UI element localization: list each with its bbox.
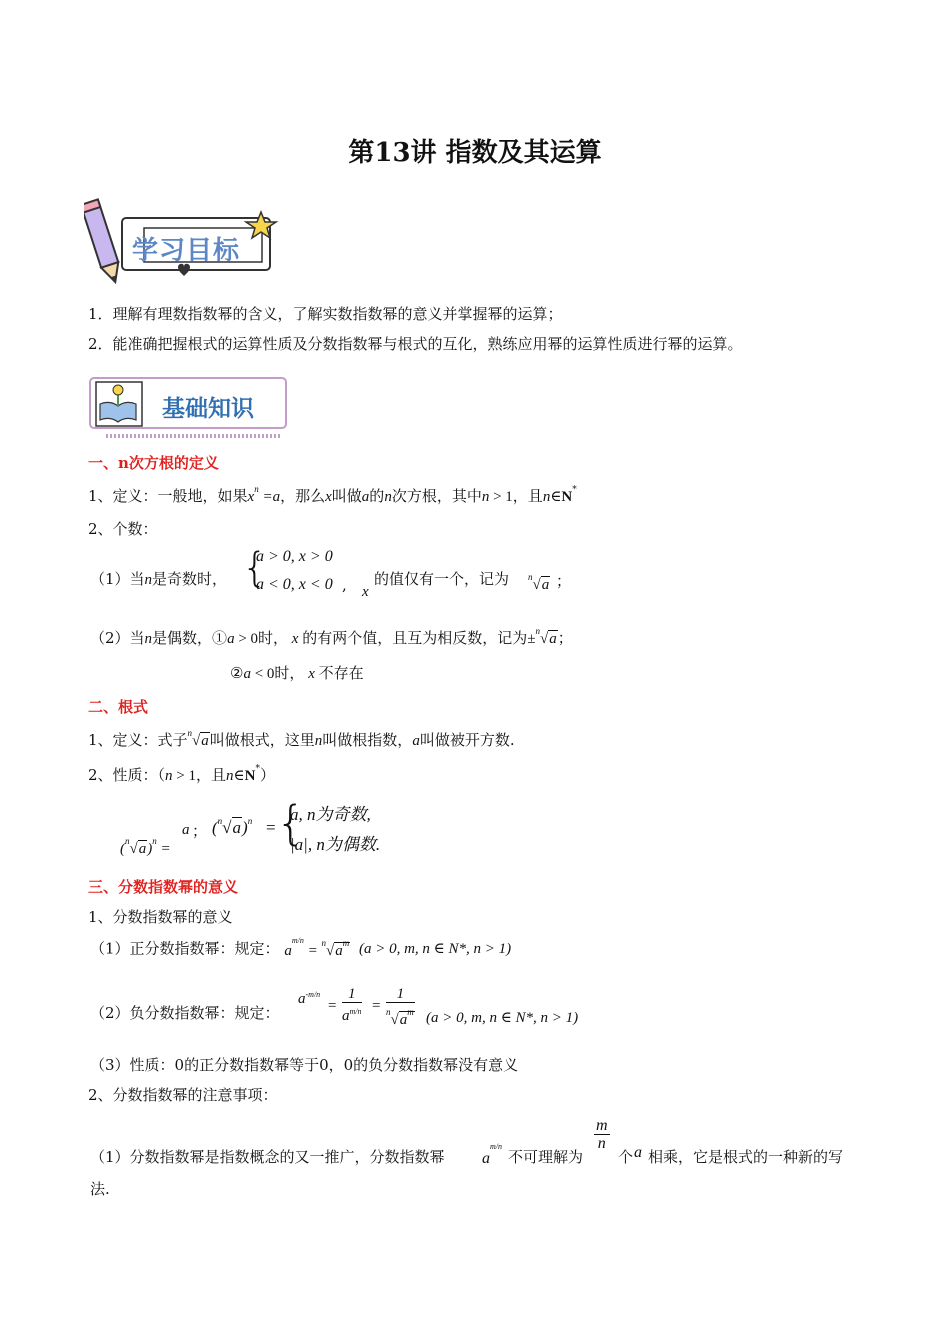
sec3-positive-exponent: （1）正分数指数幂：规定： $a^{m/n} = ^n√a^m$ (a > 0, m, n ∈ N*, n > 1) [90, 936, 512, 959]
sec3-property: （3）性质：0的正分数指数幂等于0，0的负分数指数幂没有意义 [90, 1056, 519, 1074]
sec3-note-end: 法. [90, 1180, 110, 1198]
sec1-count: 2、个数： [88, 520, 158, 538]
goal-item-2: 2．能准确把握根式的运算性质及分数指数幂与根式的互化，熟练应用幂的运算性质进行幂的运算。 [88, 335, 743, 353]
page-title: 第13讲 指数及其运算 [348, 138, 602, 168]
basic-knowledge-badge [86, 374, 290, 442]
section-3-heading: 三、分数指数幂的意义 [88, 878, 239, 896]
sec2-formulas: $(^n√a)^n$ = a ； $(^n√a)^n$ = { a, n为奇数, |a|, n为偶数. [120, 796, 381, 857]
learning-goals-badge [84, 198, 280, 290]
sec2-property: 2、性质：（n > 1，且n∈N*） [88, 764, 275, 784]
sec3-subheading-1: 1、分数指数幂的意义 [88, 908, 233, 926]
sec3-subheading-2: 2、分数指数幂的注意事项： [88, 1086, 278, 1104]
section-2-heading: 二、根式 [88, 698, 149, 716]
section-1-heading: 一、n次方根的定义 [88, 454, 219, 472]
sec1-even-case-2: ②a < 0时， x 不存在 [230, 664, 364, 682]
goal-item-1: 1．理解有理数指数幂的含义，了解实数指数幂的意义并掌握幂的运算； [88, 305, 563, 323]
sec1-even-case: （2）当n是偶数，①a > 0时， x 的有两个值，且互为相反数，记为±$^n$√a； [90, 626, 573, 647]
sec2-definition: 1、定义：式子$^n$√a叫做根式，这里n叫做根指数，a叫做被开方数. [88, 728, 515, 749]
sec1-definition: 1、定义：一般地，如果$x^n =a$，那么x叫做a的n次方根，其中n > 1，且n∈N* [88, 484, 577, 505]
learning-goals-label: 学习目标 [132, 236, 241, 266]
basic-knowledge-label: 基础知识 [162, 396, 254, 422]
